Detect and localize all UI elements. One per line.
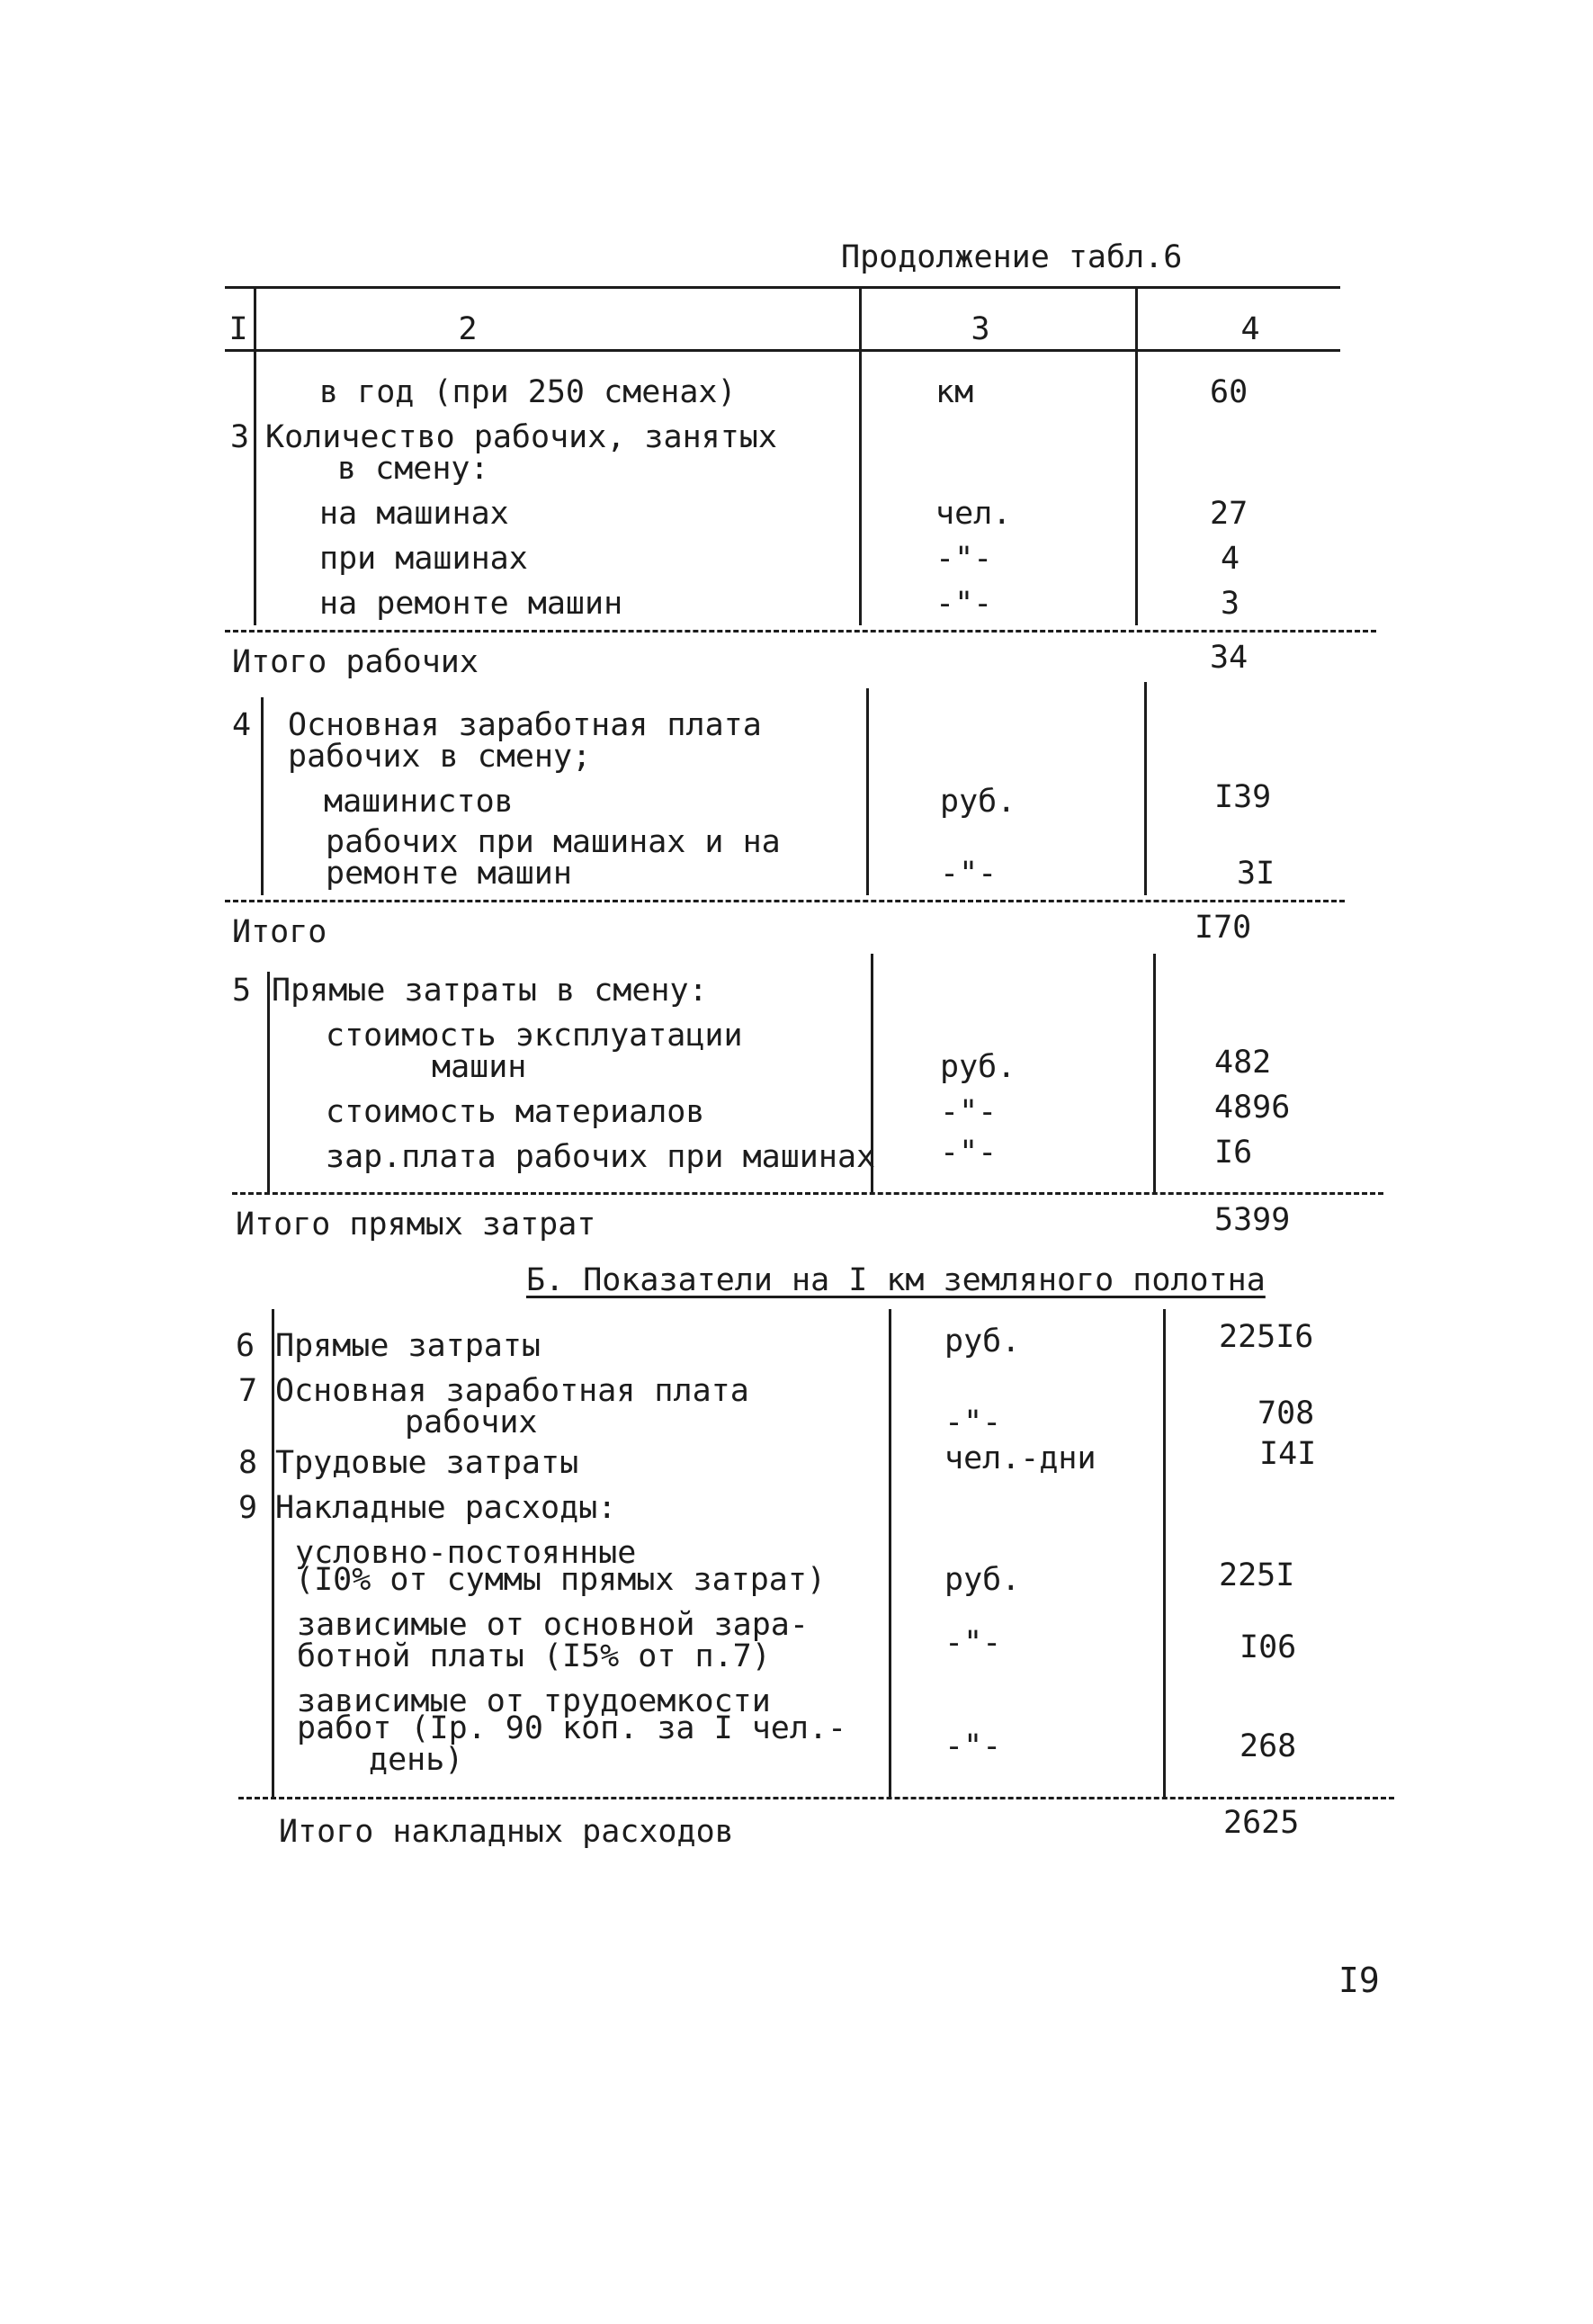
- row-at-machines-unit: -"-: [935, 541, 993, 577]
- row-3-number: 3: [230, 419, 250, 455]
- row-5-name: Прямые затраты в смену:: [272, 973, 708, 1009]
- row-8-unit: чел.-дни: [944, 1440, 1096, 1476]
- row-3-name-line1: Количество рабочих, занятых: [265, 419, 777, 455]
- row-7-name-line2: рабочих: [405, 1404, 538, 1440]
- col-divider-3d: [1163, 1309, 1166, 1797]
- row-repair-unit: -"-: [935, 586, 993, 622]
- row-machine-wage-name: зар.плата рабочих при машинах: [326, 1139, 876, 1175]
- row-6-unit: руб.: [944, 1324, 1021, 1359]
- total-workers-value: 34: [1210, 640, 1248, 676]
- column-header-3: 3: [971, 311, 990, 347]
- col-divider-1a: [254, 288, 256, 625]
- row-machinists-value: I39: [1214, 779, 1272, 815]
- header-bottom-rule: [225, 349, 1340, 352]
- row-at-machines-value: 4: [1221, 541, 1240, 577]
- row-8-name: Трудовые затраты: [275, 1445, 579, 1481]
- row-on-machines-name: на машинах: [319, 496, 509, 532]
- row-machinists-name: машинистов: [324, 784, 514, 820]
- table-caption: Продолжение табл.6: [841, 239, 1183, 275]
- dashed-rule-1: [225, 630, 1376, 633]
- overhead-fixed-line2: (I0% от суммы прямых затрат): [295, 1562, 827, 1598]
- row-5-number: 5: [232, 973, 252, 1009]
- row-materials-value: 4896: [1214, 1090, 1291, 1126]
- row-machine-cost-line2: машин: [432, 1049, 527, 1085]
- row-machine-cost-line1: стоимость эксплуатации: [326, 1018, 743, 1054]
- row-machine-cost-unit: руб.: [940, 1049, 1016, 1085]
- overhead-wage-value: I06: [1239, 1629, 1297, 1665]
- row-repair-name: на ремонте машин: [319, 586, 623, 622]
- row-7-name-line1: Основная заработная плата: [275, 1373, 749, 1409]
- dashed-rule-4: [238, 1797, 1394, 1799]
- column-header-4: 4: [1240, 311, 1260, 347]
- overhead-fixed-line1: условно-постоянные: [295, 1535, 637, 1571]
- header-top-rule: [225, 286, 1340, 289]
- row-per-year-value: 60: [1210, 374, 1248, 410]
- col-divider-3a: [1135, 288, 1138, 625]
- overhead-labor-line1: зависимые от трудоемкости: [297, 1683, 771, 1719]
- total-wage-label: Итого: [232, 914, 327, 950]
- row-4-number: 4: [232, 707, 252, 743]
- row-6-number: 6: [236, 1328, 255, 1364]
- row-repair-value: 3: [1221, 586, 1240, 622]
- row-per-year-unit: км: [935, 374, 974, 410]
- row-workers-repair-line2: ремонте машин: [326, 856, 572, 892]
- row-7-value: 708: [1257, 1395, 1315, 1431]
- row-workers-repair-unit: -"-: [940, 856, 998, 892]
- total-overhead-value: 2625: [1223, 1805, 1300, 1841]
- row-at-machines-name: при машинах: [319, 541, 528, 577]
- total-direct-label: Итого прямых затрат: [236, 1207, 596, 1243]
- row-3-name-line2: в смену:: [337, 451, 489, 487]
- row-machinists-unit: руб.: [940, 784, 1016, 820]
- column-header-1: I: [228, 311, 248, 347]
- row-workers-repair-line1: рабочих при машинах и на: [326, 824, 781, 860]
- row-per-year-name: в год (при 250 сменах): [319, 374, 737, 410]
- row-on-machines-unit: чел.: [935, 496, 1012, 532]
- overhead-wage-line2: ботной платы (I5% от п.7): [297, 1638, 771, 1674]
- total-overhead-label: Итого накладных расходов: [279, 1814, 734, 1850]
- overhead-labor-value: 268: [1239, 1728, 1297, 1764]
- row-8-number: 8: [238, 1445, 258, 1481]
- overhead-wage-line1: зависимые от основной зара-: [297, 1607, 809, 1643]
- row-workers-repair-value: 3I: [1237, 856, 1275, 892]
- total-workers-label: Итого рабочих: [232, 644, 479, 680]
- row-machine-wage-value: I6: [1214, 1135, 1253, 1171]
- overhead-labor-line2: работ (Iр. 90 коп. за I чел.-: [297, 1710, 847, 1746]
- column-header-2: 2: [458, 311, 478, 347]
- col-divider-1c: [267, 972, 270, 1195]
- row-9-name: Накладные расходы:: [275, 1490, 617, 1526]
- row-machine-cost-value: 482: [1214, 1045, 1272, 1081]
- row-materials-unit: -"-: [940, 1094, 998, 1130]
- col-divider-2b: [866, 688, 869, 895]
- total-direct-value: 5399: [1214, 1202, 1291, 1238]
- total-wage-value: I70: [1195, 910, 1252, 946]
- row-4-name-line1: Основная заработная плата: [288, 707, 762, 743]
- overhead-fixed-value: 225I: [1219, 1557, 1295, 1593]
- overhead-labor-unit: -"-: [944, 1728, 1002, 1764]
- row-8-value: I4I: [1259, 1436, 1317, 1472]
- row-machine-wage-unit: -"-: [940, 1135, 998, 1171]
- col-divider-2d: [889, 1309, 891, 1797]
- row-4-name-line2: рабочих в смену;: [288, 739, 592, 775]
- overhead-labor-line3: день): [369, 1742, 464, 1778]
- col-divider-1b: [261, 697, 264, 895]
- row-materials-name: стоимость материалов: [326, 1094, 705, 1130]
- part-b-title: Б. Показатели на I км земляного полотна: [526, 1262, 1266, 1298]
- col-divider-3c: [1153, 954, 1156, 1195]
- col-divider-2a: [859, 288, 862, 625]
- row-on-machines-value: 27: [1210, 496, 1248, 532]
- col-divider-1d: [272, 1309, 274, 1797]
- overhead-fixed-unit: руб.: [944, 1562, 1021, 1598]
- row-6-value: 225I6: [1219, 1319, 1314, 1355]
- row-6-name: Прямые затраты: [275, 1328, 541, 1364]
- row-9-number: 9: [238, 1490, 258, 1526]
- row-7-unit: -"-: [944, 1404, 1002, 1440]
- overhead-wage-unit: -"-: [944, 1625, 1002, 1661]
- row-7-number: 7: [238, 1373, 258, 1409]
- dashed-rule-3: [232, 1192, 1383, 1195]
- dashed-rule-2: [225, 900, 1345, 902]
- col-divider-3b: [1144, 682, 1147, 895]
- page-number: I9: [1338, 1961, 1380, 2000]
